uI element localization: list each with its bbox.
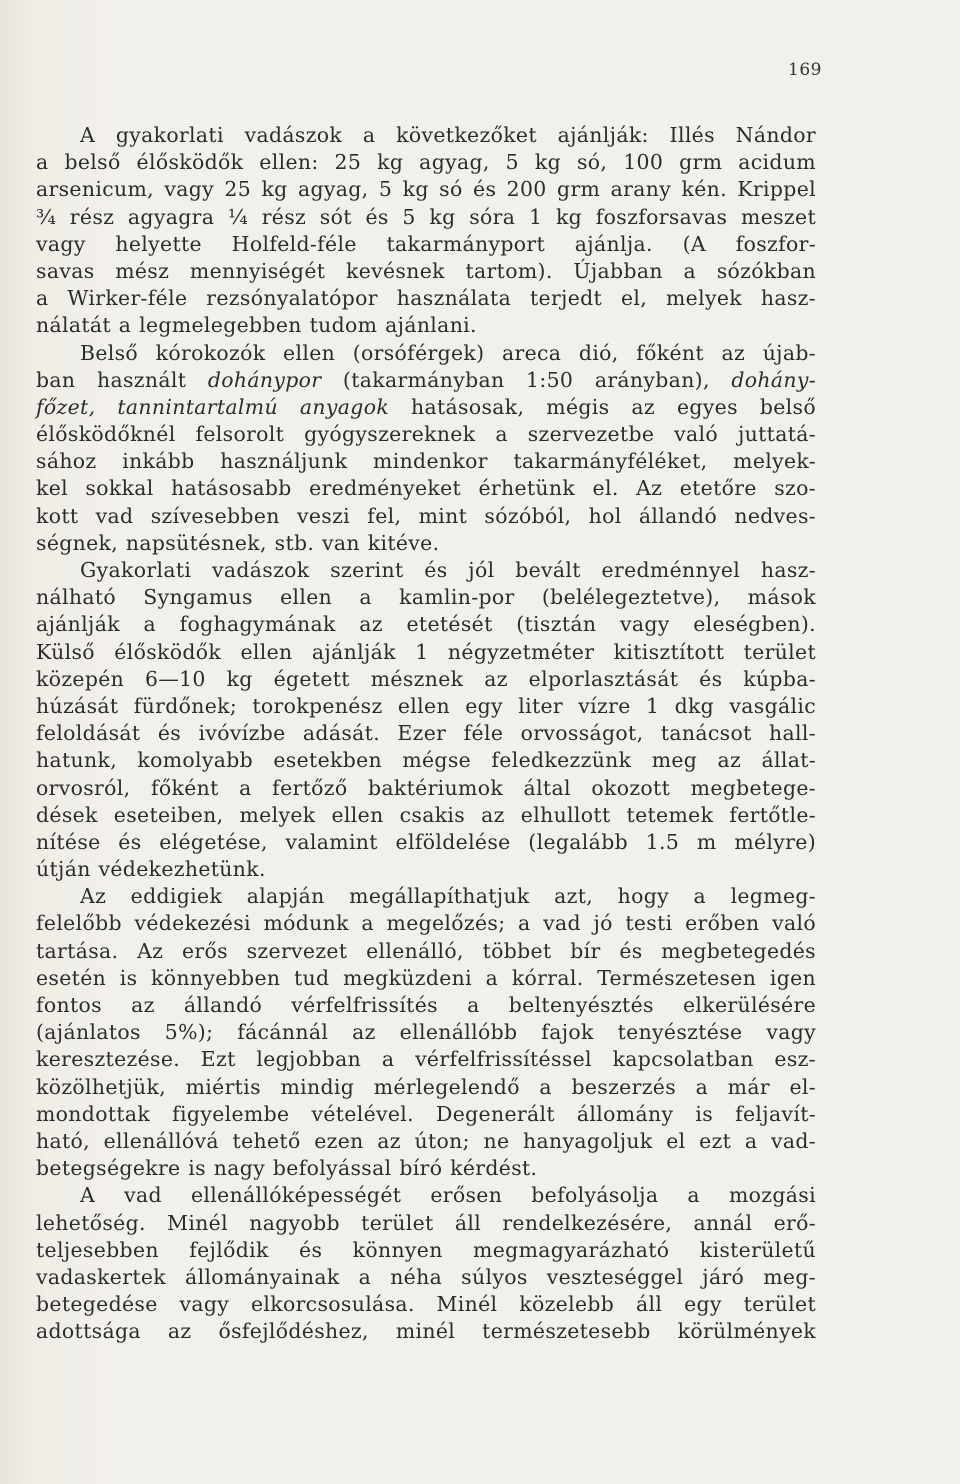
text-line bbox=[36, 1237, 816, 1264]
text-segment: (takarmányban 1:50 arányban), bbox=[321, 367, 732, 392]
text-line bbox=[36, 1210, 816, 1237]
text-segment: nálható Syngamus ellen a kamlin-por (belélegeztetve), mások bbox=[36, 585, 816, 610]
text-line bbox=[36, 775, 816, 802]
text-line bbox=[36, 285, 816, 312]
text-line bbox=[36, 1101, 816, 1128]
text-segment: mondottak figyelembe vételével. Degenerált állomány is feljavít- bbox=[36, 1101, 816, 1126]
paragraph bbox=[36, 1182, 816, 1345]
text-segment: közepén 6—10 kg égetett mésznek az elporlasztását és kúpba- bbox=[36, 666, 816, 691]
text-segment: orvosról, főként a fertőző baktériumok által okozott megbetege- bbox=[36, 775, 816, 800]
text-line bbox=[36, 693, 816, 720]
text-line bbox=[36, 666, 816, 693]
text-segment: feloldását és ivóvízbe adását. Ezer féle orvosságot, tanácsot hall- bbox=[36, 721, 816, 746]
text-segment: keresztezése. Ezt legjobban a vérfelfrissítéssel kapcsolatban esz- bbox=[36, 1047, 816, 1072]
text-segment: sához inkább használjunk mindenkor takarmányféléket, melyek- bbox=[36, 449, 816, 474]
text-line bbox=[36, 856, 816, 883]
italic-term: főzet, tannintartalmú anyagok bbox=[36, 394, 390, 419]
text-segment: esetén is könnyebben tud megküzdeni a kórral. Természetesen igen bbox=[36, 965, 816, 990]
text-line bbox=[36, 122, 816, 149]
text-line bbox=[36, 394, 816, 421]
text-line bbox=[36, 231, 816, 258]
body-text bbox=[36, 122, 816, 1345]
text-line bbox=[36, 258, 816, 285]
text-segment: közölhetjük, miértis mindig mérlegelendő a beszerzés a már el- bbox=[36, 1074, 816, 1099]
text-line bbox=[36, 720, 816, 747]
text-segment: élősködőknél felsorolt gyógyszereknek a szervezetbe való juttatá- bbox=[36, 422, 816, 447]
text-line bbox=[36, 747, 816, 774]
text-segment: savas mész mennyiségét kevésnek tartom). Újabban a sózókban bbox=[36, 258, 816, 283]
text-segment: a Wirker-féle rezsónyalatópor használata terjedt el, melyek hasz- bbox=[36, 286, 816, 311]
text-line bbox=[36, 910, 816, 937]
text-segment: nítése és elégetése, valamint elföldelése (legalább 1.5 m mélyre) bbox=[36, 829, 816, 854]
text-line bbox=[36, 340, 816, 367]
text-line bbox=[36, 312, 816, 339]
text-line bbox=[36, 1264, 816, 1291]
text-segment: ségnek, napsütésnek, stb. van kitéve. bbox=[36, 530, 440, 555]
text-segment: nálatát a legmelegebben tudom ajánlani. bbox=[36, 313, 477, 338]
text-line bbox=[36, 1128, 816, 1155]
text-segment: dések eseteiben, melyek ellen csakis az elhullott tetemek fertőtle- bbox=[36, 802, 816, 827]
paragraph bbox=[36, 340, 816, 558]
text-segment: lehetőség. Minél nagyobb terület áll rendelkezésére, annál erő- bbox=[36, 1210, 816, 1235]
text-segment: húzását fürdőnek; torokpenész ellen egy liter vízre 1 dkg vasgálic bbox=[36, 693, 816, 718]
text-line bbox=[36, 938, 816, 965]
text-segment: A vad ellenállóképességét erősen befolyásolja a mozgási bbox=[80, 1183, 816, 1208]
text-line bbox=[36, 1074, 816, 1101]
text-line bbox=[36, 639, 816, 666]
text-line bbox=[36, 448, 816, 475]
text-segment: Külső élősködők ellen ajánlják 1 négyzetméter kitisztított terület bbox=[36, 639, 816, 664]
italic-term: dohány- bbox=[731, 367, 816, 392]
text-line bbox=[36, 1155, 816, 1182]
text-segment: arsenicum, vagy 25 kg agyag, 5 kg só és 200 grm arany kén. Krippel bbox=[36, 177, 816, 202]
text-line bbox=[36, 965, 816, 992]
text-segment: felelőbb védekezési módunk a megelőzés; a vad jó testi erőben való bbox=[36, 911, 816, 936]
text-segment: ajánlják a foghagymának az etetését (tisztán vagy eleségben). bbox=[36, 612, 816, 637]
text-segment: útján védekezhetünk. bbox=[36, 857, 266, 882]
text-segment: a belső élősködők ellen: 25 kg agyag, 5 kg só, 100 grm acidum bbox=[36, 150, 816, 175]
text-segment: fontos az állandó vérfelfrissítés a beltenyésztés elkerülésére bbox=[36, 993, 816, 1017]
text-segment: ban használt bbox=[36, 367, 208, 392]
text-segment: (ajánlatos 5%); fácánnál az ellenállóbb fajok tenyésztése vagy bbox=[36, 1020, 816, 1045]
paragraph bbox=[36, 883, 816, 1182]
text-line bbox=[36, 883, 816, 910]
text-line bbox=[36, 584, 816, 611]
text-segment: ¾ rész agyagra ¼ rész sót és 5 kg sóra 1 kg foszforsavas meszet bbox=[36, 204, 816, 229]
text-line bbox=[36, 829, 816, 856]
text-line bbox=[36, 475, 816, 502]
text-line bbox=[36, 421, 816, 448]
paragraph bbox=[36, 557, 816, 883]
text-line bbox=[36, 1291, 816, 1318]
text-segment: hatásosak, mégis az egyes belső bbox=[389, 394, 816, 419]
text-line bbox=[36, 149, 816, 176]
text-line bbox=[36, 530, 816, 557]
text-line bbox=[36, 176, 816, 203]
text-segment: Gyakorlati vadászok szerint és jól bevált eredménnyel hasz- bbox=[80, 558, 816, 582]
text-line bbox=[36, 1182, 816, 1209]
text-line bbox=[36, 802, 816, 829]
text-line bbox=[36, 1019, 816, 1046]
text-segment: ható, ellenállóvá tehető ezen az úton; ne hanyagoljuk el ezt a vad- bbox=[36, 1128, 816, 1153]
text-line bbox=[36, 204, 816, 231]
text-line bbox=[36, 503, 816, 530]
text-line bbox=[36, 1318, 816, 1345]
text-line bbox=[36, 367, 816, 394]
text-line bbox=[36, 557, 816, 584]
text-segment: adottsága az ősfejlődéshez, minél természetesebb körülmények bbox=[36, 1319, 816, 1344]
text-segment: Belső kórokozók ellen (orsóférgek) areca dió, főként az újab- bbox=[80, 340, 816, 365]
paragraph bbox=[36, 122, 816, 340]
page-number: 169 bbox=[788, 60, 822, 80]
text-segment: A gyakorlati vadászok a következőket ajánlják: Illés Nándor bbox=[80, 123, 816, 147]
text-segment: kel sokkal hatásosabb eredményeket érhetünk el. Az etetőre szo- bbox=[36, 476, 816, 501]
text-line bbox=[36, 992, 816, 1019]
text-segment: tartása. Az erős szervezet ellenálló, többet bír és megbetegedés bbox=[36, 938, 816, 963]
text-segment: vagy helyette Holfeld-féle takarmányport ajánlja. (A foszfor- bbox=[36, 231, 816, 256]
text-segment: betegségekre is nagy befolyással bíró kérdést. bbox=[36, 1156, 538, 1181]
text-segment: kott vad szívesebben veszi fel, mint sózóból, hol állandó nedves- bbox=[36, 503, 816, 528]
text-line bbox=[36, 611, 816, 638]
text-segment: vadaskertek állományainak a néha súlyos veszteséggel járó meg- bbox=[36, 1264, 816, 1289]
text-segment: teljesebben fejlődik és könnyen megmagyarázható kisterületű bbox=[36, 1237, 816, 1262]
text-segment: Az eddigiek alapján megállapíthatjuk azt, hogy a legmeg- bbox=[80, 884, 816, 909]
italic-term: dohánypor bbox=[207, 367, 322, 392]
text-line bbox=[36, 1046, 816, 1073]
text-segment: hatunk, komolyabb esetekben mégse feledkezzünk meg az állat- bbox=[36, 748, 816, 773]
text-segment: betegedése vagy elkorcsosulása. Minél közelebb áll egy terület bbox=[36, 1292, 816, 1317]
